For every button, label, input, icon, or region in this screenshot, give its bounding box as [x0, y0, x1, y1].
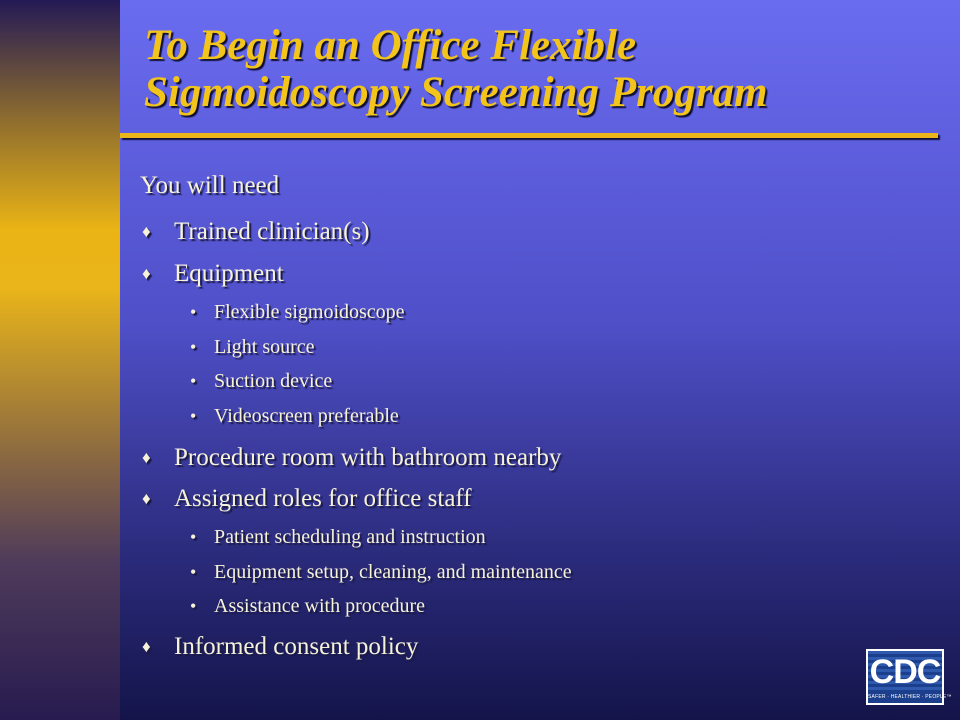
- dot-bullet-icon: •: [190, 596, 197, 616]
- sub-list-item: [190, 405, 399, 428]
- sub-list-item-text: Videoscreen preferable: [214, 405, 399, 427]
- sub-list-item: [190, 301, 405, 324]
- cdc-logo: [866, 649, 952, 705]
- sub-list-item-text: Suction device: [214, 370, 333, 392]
- sub-list-item-text: Equipment setup, cleaning, and maintenance: [214, 561, 572, 583]
- sub-list-item-text: Flexible sigmoidoscope: [214, 301, 405, 323]
- diamond-bullet-icon: ♦: [142, 637, 151, 656]
- sub-list-item-text: Patient scheduling and instruction: [214, 526, 486, 548]
- dot-bullet-icon: •: [190, 406, 197, 426]
- dot-bullet-icon: •: [190, 302, 197, 322]
- list-item-text: Procedure room with bathroom nearby: [174, 444, 562, 471]
- list-item: [142, 444, 561, 472]
- diamond-bullet-icon: ♦: [142, 489, 151, 508]
- list-item-text: Assigned roles for office staff: [174, 485, 472, 512]
- list-item: [142, 633, 418, 661]
- dot-bullet-icon: •: [190, 371, 197, 391]
- logo-tagline: SAFER · HEALTHIER · PEOPLE™: [868, 694, 952, 700]
- intro-text: You will need: [140, 172, 280, 199]
- dot-bullet-icon: •: [190, 562, 197, 582]
- list-item-text: Trained clinician(s): [174, 218, 370, 245]
- sub-list-item: [190, 561, 572, 584]
- sub-list-item: [190, 370, 332, 393]
- sub-list-item: [190, 336, 315, 359]
- dot-bullet-icon: •: [190, 337, 197, 357]
- sub-list-item-text: Assistance with procedure: [214, 595, 426, 617]
- diamond-bullet-icon: ♦: [142, 448, 151, 467]
- title-line-2: Sigmoidoscopy Screening Program: [144, 69, 768, 116]
- diamond-bullet-icon: ♦: [142, 264, 151, 283]
- logo-letters: CDC: [869, 653, 941, 691]
- sub-list-item: [190, 526, 486, 549]
- diamond-bullet-icon: ♦: [142, 222, 151, 241]
- list-item-text: Informed consent policy: [174, 633, 419, 660]
- list-item: [142, 260, 284, 288]
- title-line-1: To Begin an Office Flexible: [144, 22, 637, 69]
- list-item-text: Equipment: [174, 260, 284, 287]
- list-item: [142, 485, 472, 513]
- list-item: [142, 218, 370, 246]
- sub-list-item: [190, 595, 425, 618]
- dot-bullet-icon: •: [190, 527, 197, 547]
- sub-list-item-text: Light source: [214, 336, 315, 358]
